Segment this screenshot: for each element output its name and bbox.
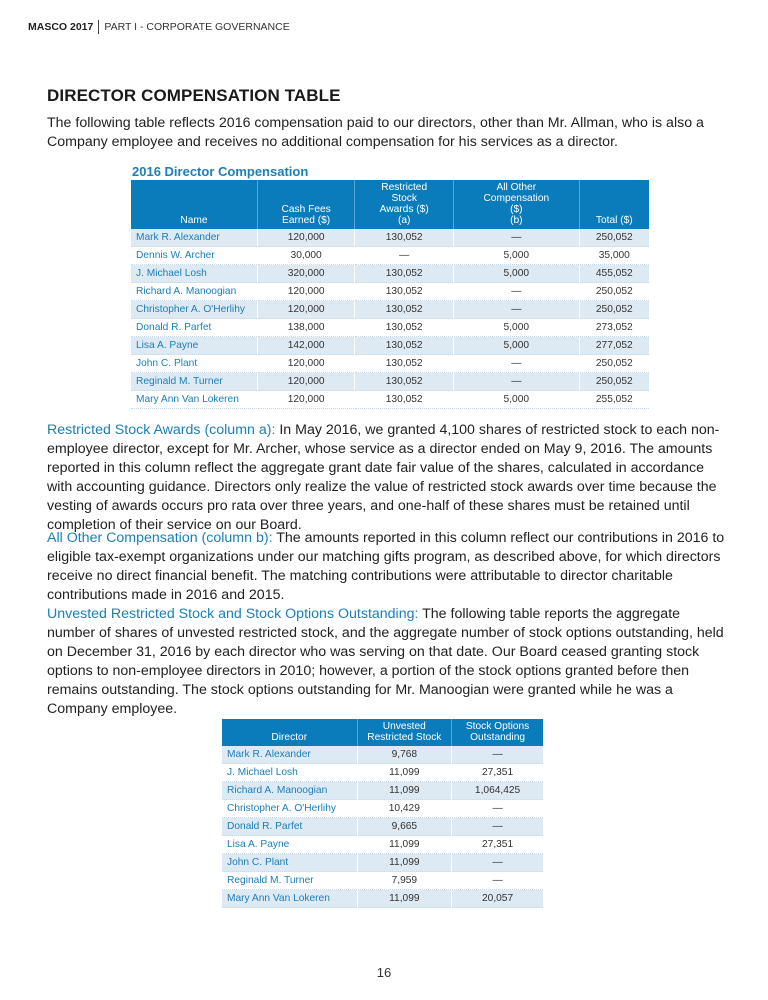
director-name-cell: Donald R. Parfet — [222, 818, 357, 836]
column-header — [357, 719, 452, 746]
table-row — [131, 355, 649, 373]
column-header-line: Unvested — [382, 721, 426, 732]
page-number: 16 — [376, 965, 392, 980]
director-name-cell: Christopher A. O'Herlihy — [131, 301, 257, 319]
director-name-cell: Mark R. Alexander — [222, 746, 357, 764]
value-cell: 20,057 — [452, 890, 543, 908]
table-row — [222, 872, 543, 890]
table-row — [131, 247, 649, 265]
column-header-line: (a) — [397, 215, 411, 226]
director-name-cell: J. Michael Losh — [222, 764, 357, 782]
table-row — [222, 782, 543, 800]
value-cell: 120,000 — [257, 283, 354, 301]
note-lead: All Other Compensation (column b): — [47, 530, 273, 546]
table-row — [222, 800, 543, 818]
value-cell: 455,052 — [579, 265, 649, 283]
value-cell: 138,000 — [257, 319, 354, 337]
column-header — [452, 719, 543, 746]
table-row — [222, 764, 543, 782]
value-cell: 130,052 — [355, 301, 454, 319]
note-lead: Restricted Stock Awards (column a): — [47, 422, 276, 438]
table-row — [222, 890, 543, 908]
column-header-line: Stock Options — [465, 721, 530, 732]
value-cell: 10,429 — [357, 800, 452, 818]
value-cell: — — [454, 229, 579, 247]
table-row — [131, 265, 649, 283]
value-cell: 120,000 — [257, 229, 354, 247]
table-row — [222, 836, 543, 854]
column-header — [131, 180, 257, 229]
value-cell: 250,052 — [579, 355, 649, 373]
section-title: DIRECTOR COMPENSATION TABLE — [47, 86, 341, 105]
value-cell: — — [454, 355, 579, 373]
value-cell: 130,052 — [355, 283, 454, 301]
column-header-line: All Other — [496, 182, 537, 193]
table-header-row — [222, 719, 543, 746]
table-row — [131, 301, 649, 319]
column-header — [454, 180, 579, 229]
value-cell: 250,052 — [579, 229, 649, 247]
value-cell: 11,099 — [357, 782, 452, 800]
value-cell: 5,000 — [454, 247, 579, 265]
column-header-line: (b) — [510, 215, 523, 226]
note-text: The amounts reported in this column reflect our contributions in 2016 to eligible tax-exempt organizations under our matching gifts program, as described above, for which directors receive no direct financial benefit. The matching contributions were attributable to director charitable contributions made in 2016 and 2015. — [47, 530, 725, 603]
value-cell: — — [452, 800, 543, 818]
director-name-cell: Mary Ann Van Lokeren — [222, 890, 357, 908]
director-name-cell: Reginald M. Turner — [131, 373, 257, 391]
director-compensation-table — [131, 180, 649, 409]
value-cell: 5,000 — [454, 391, 579, 409]
value-cell: 250,052 — [579, 283, 649, 301]
director-name-cell: Lisa A. Payne — [131, 337, 257, 355]
value-cell: 11,099 — [357, 836, 452, 854]
value-cell: 277,052 — [579, 337, 649, 355]
table-row — [131, 337, 649, 355]
header-brand: MASCO 2017 — [28, 21, 94, 33]
director-name-cell: Richard A. Manoogian — [131, 283, 257, 301]
value-cell: 11,099 — [357, 890, 452, 908]
table-header-row — [131, 180, 649, 229]
director-name-cell: Reginald M. Turner — [222, 872, 357, 890]
value-cell: — — [452, 872, 543, 890]
value-cell: 11,099 — [357, 854, 452, 872]
note-lead: Unvested Restricted Stock and Stock Options Outstanding: — [47, 606, 419, 622]
value-cell: — — [355, 247, 454, 265]
director-name-cell: Mary Ann Van Lokeren — [131, 391, 257, 409]
value-cell: 9,665 — [357, 818, 452, 836]
compensation-table-caption: 2016 Director Compensation — [132, 164, 309, 179]
director-name-cell: Donald R. Parfet — [131, 319, 257, 337]
value-cell: 120,000 — [257, 355, 354, 373]
note-other-compensation — [47, 529, 727, 605]
value-cell: 130,052 — [355, 229, 454, 247]
director-name-cell: John C. Plant — [131, 355, 257, 373]
intro-paragraph: The following table reflects 2016 compensation paid to our directors, other than Mr. Allman, who is also a Company employee and receives no additional compensation for his services as a director. — [47, 115, 704, 150]
value-cell: 130,052 — [355, 391, 454, 409]
value-cell: 27,351 — [452, 836, 543, 854]
table-row — [131, 391, 649, 409]
director-name-cell: Lisa A. Payne — [222, 836, 357, 854]
value-cell: 30,000 — [257, 247, 354, 265]
value-cell: 120,000 — [257, 391, 354, 409]
column-header-line: Name — [180, 215, 208, 226]
note-restricted-stock — [47, 421, 727, 535]
column-header — [257, 180, 354, 229]
value-cell: 250,052 — [579, 373, 649, 391]
value-cell: 35,000 — [579, 247, 649, 265]
value-cell: 7,959 — [357, 872, 452, 890]
column-header-line: Awards ($) — [379, 204, 429, 215]
value-cell: 27,351 — [452, 764, 543, 782]
value-cell: 11,099 — [357, 764, 452, 782]
value-cell: 142,000 — [257, 337, 354, 355]
header-divider — [98, 20, 99, 34]
director-name-cell: Richard A. Manoogian — [222, 782, 357, 800]
value-cell: 273,052 — [579, 319, 649, 337]
value-cell: — — [452, 818, 543, 836]
value-cell: 5,000 — [454, 337, 579, 355]
table-row — [131, 229, 649, 247]
column-header-line: Restricted Stock — [367, 732, 442, 743]
table-row — [222, 818, 543, 836]
director-name-cell: Christopher A. O'Herlihy — [222, 800, 357, 818]
value-cell: 255,052 — [579, 391, 649, 409]
value-cell: — — [452, 854, 543, 872]
value-cell: — — [454, 301, 579, 319]
value-cell: 130,052 — [355, 373, 454, 391]
header-section: PART I - CORPORATE GOVERNANCE — [104, 21, 290, 33]
value-cell: — — [452, 746, 543, 764]
value-cell: 9,768 — [357, 746, 452, 764]
page-header — [28, 20, 290, 34]
column-header-line: Total ($) — [595, 215, 633, 226]
column-header-line: Stock — [391, 193, 417, 204]
value-cell: 5,000 — [454, 319, 579, 337]
note-unvested-stock — [47, 605, 727, 719]
director-name-cell: J. Michael Losh — [131, 265, 257, 283]
value-cell: 120,000 — [257, 301, 354, 319]
value-cell: — — [454, 373, 579, 391]
column-header — [222, 719, 357, 746]
value-cell: 130,052 — [355, 265, 454, 283]
value-cell: 120,000 — [257, 373, 354, 391]
director-name-cell: Mark R. Alexander — [131, 229, 257, 247]
value-cell: 130,052 — [355, 355, 454, 373]
column-header-line: Compensation — [483, 193, 550, 204]
table-row — [131, 283, 649, 301]
note-text: The following table reports the aggregate number of shares of unvested restricted stock, and the aggregate number of stock options outstanding, held on December 31, 2016 by each director who was serving on that date. Our Board ceased granting stock options to non-employee directors in 2010; however, a portion of the stock options granted before then remains outstanding. The stock options outstanding for Mr. Manoogian were granted while he was a Company employee. — [47, 606, 724, 717]
column-header-line: Outstanding — [470, 732, 526, 743]
column-header-line: Earned ($) — [282, 215, 331, 226]
column-header-line: ($) — [510, 204, 523, 215]
value-cell: 1,064,425 — [452, 782, 543, 800]
director-name-cell: Dennis W. Archer — [131, 247, 257, 265]
column-header-line: Director — [271, 732, 308, 743]
value-cell: 5,000 — [454, 265, 579, 283]
value-cell: 130,052 — [355, 337, 454, 355]
value-cell: 130,052 — [355, 319, 454, 337]
column-header — [355, 180, 454, 229]
unvested-stock-table — [222, 719, 543, 908]
value-cell: 250,052 — [579, 301, 649, 319]
director-name-cell: John C. Plant — [222, 854, 357, 872]
table-row — [131, 319, 649, 337]
note-text: In May 2016, we granted 4,100 shares of restricted stock to each non-employee director, except for Mr. Archer, whose service as a director ended on May 9, 2016. The amounts reported in this column reflect the aggregate grant date fair value of the shares, calculated in accordance with accounting guidance. Directors only realize the value of restricted stock awards over time because the vesting of awards occurs pro rata over three years, and one-half of these shares must be retained until completion of their service on our Board. — [47, 422, 720, 533]
table-row — [222, 746, 543, 764]
table-row — [222, 854, 543, 872]
table-row — [131, 373, 649, 391]
column-header-line: Cash Fees — [281, 204, 331, 215]
value-cell: — — [454, 283, 579, 301]
value-cell: 320,000 — [257, 265, 354, 283]
column-header-line: Restricted — [381, 182, 428, 193]
column-header — [579, 180, 649, 229]
